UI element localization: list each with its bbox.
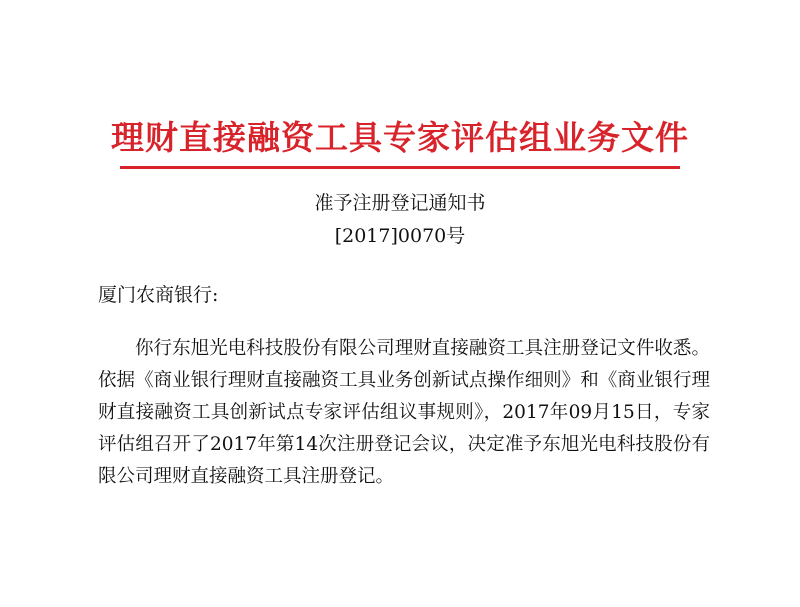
recipient-salutation: 厦门农商银行: bbox=[98, 284, 219, 306]
notice-number: [2017]0070号 bbox=[334, 225, 466, 247]
notice-body-paragraph: 你行东旭光电科技股份有限公司理财直接融资工具注册登记文件收悉。依据《商业银行理财直接融资工具业务创新试点操作细则》和《商业银行理财直接融资工具创新试点专家评估组议事规则》，2017年09月15日，专家评估组召开了2017年第14次注册登记会议，决定准予东旭光电科技股份有限公司理财直接融资工具注册登记。 bbox=[98, 338, 710, 487]
notice-type: 准予注册登记通知书 bbox=[314, 192, 486, 214]
document-header-title: 理财直接融资工具专家评估组业务文件 bbox=[111, 118, 689, 157]
header-divider bbox=[120, 166, 680, 169]
